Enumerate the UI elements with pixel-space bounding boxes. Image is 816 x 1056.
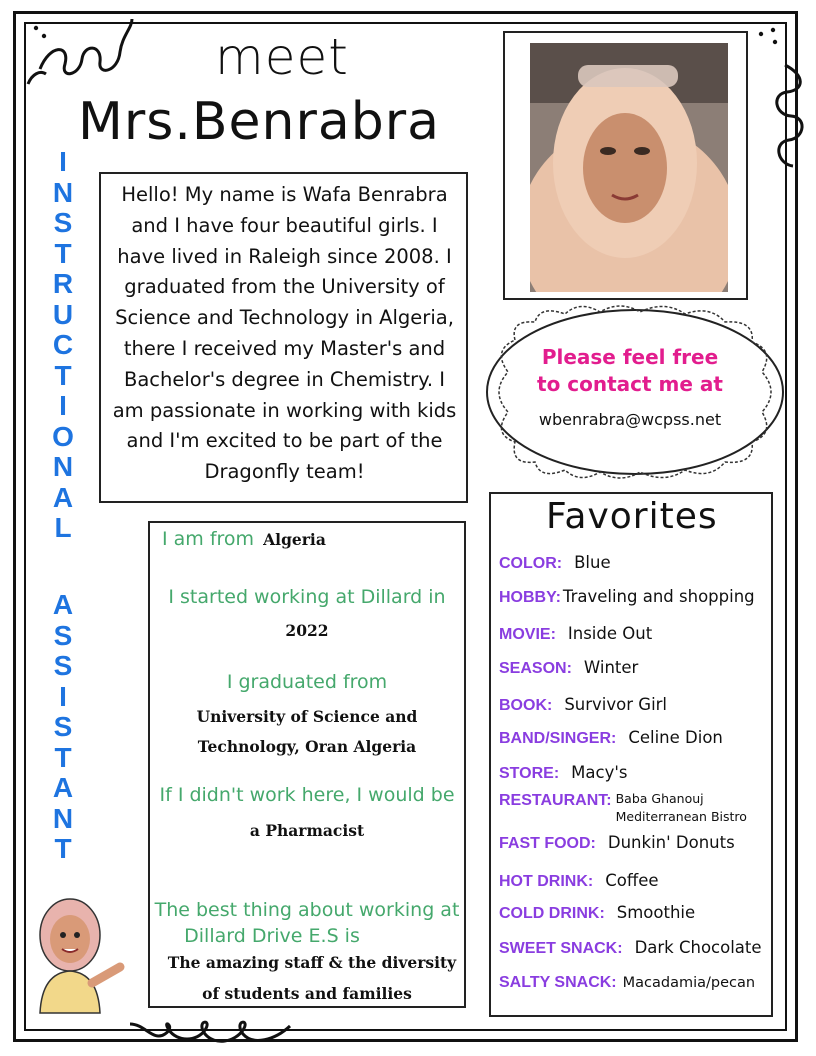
contact-label-line1: Please feel free <box>541 345 719 369</box>
favorite-row <box>499 728 723 748</box>
graduated-value-line1: University of Science and <box>196 707 418 726</box>
vertical-letter: I <box>59 390 67 421</box>
favorite-value: Macadamia/pecan <box>622 975 756 991</box>
vertical-letter: A <box>52 772 74 803</box>
favorite-label: BOOK: <box>499 697 553 714</box>
vertical-letter: C <box>52 329 74 360</box>
favorite-row <box>499 553 611 573</box>
favorite-value: Survivor Girl <box>564 695 668 714</box>
favorite-value: Coffee <box>605 871 659 890</box>
favorite-value: Traveling and shopping <box>562 587 755 606</box>
favorite-label: HOT DRINK: <box>499 873 594 890</box>
vertical-letter: L <box>54 512 72 543</box>
favorite-row <box>499 763 627 783</box>
started-value: 2022 <box>285 621 329 640</box>
vertical-letter: S <box>53 650 73 681</box>
favorite-label: RESTAURANT: <box>499 792 612 809</box>
contact-label-line2: to contact me at <box>537 372 723 396</box>
alt-job-label: If I didn't work here, I would be <box>159 784 455 806</box>
favorite-label: FAST FOOD: <box>499 835 596 852</box>
meet-heading: meet <box>215 28 349 86</box>
vertical-letter: S <box>53 619 73 651</box>
vertical-letter: T <box>54 237 72 269</box>
favorite-row <box>499 833 735 853</box>
bio-box <box>99 172 468 503</box>
favorite-value: Celine Dion <box>628 728 723 747</box>
alt-job-value: a Pharmacist <box>249 821 365 840</box>
favorite-label: SALTY SNACK: <box>499 974 617 991</box>
dots-doodle-top-right <box>755 26 785 56</box>
graduated-value-line2: Technology, Oran Algeria <box>197 737 417 756</box>
swirl-doodle-bottom <box>125 1012 295 1052</box>
favorite-label: SEASON: <box>499 660 572 677</box>
favorite-label: SWEET SNACK: <box>499 940 623 957</box>
vertical-letter: A <box>52 589 74 620</box>
favorite-value-line1: Baba Ghanouj <box>615 791 704 806</box>
favorite-row <box>499 695 667 715</box>
teacher-photo <box>530 43 728 292</box>
favorite-label: COLD DRINK: <box>499 905 605 922</box>
swirl-doodle-right <box>765 60 810 190</box>
vertical-letter: S <box>53 207 73 238</box>
vertical-letter: N <box>52 176 74 208</box>
teacher-name-heading: Mrs.Benrabra <box>78 92 440 152</box>
swirl-doodle-top-left <box>20 14 135 104</box>
from-value: Algeria <box>263 530 326 549</box>
vertical-letter: A <box>52 481 74 513</box>
favorite-value: Blue <box>574 553 611 572</box>
vertical-letter: I <box>59 146 67 177</box>
favorite-label: HOBBY: <box>499 589 561 606</box>
vertical-letter: R <box>52 268 74 299</box>
favorite-value: Dunkin' Donuts <box>607 833 735 852</box>
favorite-value-line2: Mediterranean Bistro <box>615 809 747 824</box>
favorite-label: COLOR: <box>499 555 563 572</box>
contact-label <box>520 344 740 398</box>
favorite-row <box>499 658 638 678</box>
vertical-letter: U <box>52 298 74 330</box>
vertical-letter: O <box>52 420 74 452</box>
favorite-value: Winter <box>583 658 639 677</box>
favorite-label: BAND/SINGER: <box>499 730 617 747</box>
from-row <box>162 528 326 550</box>
favorites-title: Favorites <box>546 496 718 537</box>
vertical-letter: I <box>59 680 67 712</box>
vertical-letter: T <box>54 833 72 864</box>
best-label-line2: Dillard Drive E.S is <box>184 925 360 947</box>
favorite-value: Macy's <box>571 763 628 782</box>
vertical-letter: S <box>53 711 73 742</box>
started-label: I started working at Dillard in <box>168 586 446 608</box>
vertical-letter: N <box>52 451 74 482</box>
favorite-row <box>499 624 652 644</box>
favorite-value <box>616 790 747 826</box>
bio-text: Hello! My name is Wafa Benrabra and I have four beautiful girls. I have lived in Raleigh since 2008. I graduated from the University of Science and Technology in Algeria, there I received my Master's and Bachelor's degree in Chemistry. I am passionate in working with kids and I'm excited to be part of the Dragonfly team! <box>112 183 457 484</box>
vertical-letter: N <box>52 802 74 834</box>
avatar <box>32 893 127 1015</box>
favorite-row <box>499 587 755 607</box>
vertical-letter: T <box>54 741 72 773</box>
vertical-letter: T <box>54 359 72 391</box>
favorite-row <box>499 972 755 992</box>
best-label-line1: The best thing about working at <box>154 899 460 921</box>
vertical-title-assistant <box>48 590 78 865</box>
best-value-line1: The amazing staff & the diversity <box>167 953 457 972</box>
favorite-row <box>499 938 762 958</box>
favorite-label: STORE: <box>499 765 560 782</box>
from-label: I am from <box>162 528 255 550</box>
contact-email[interactable]: wbenrabra@wcpss.net <box>538 410 722 429</box>
vertical-title-instructional <box>48 147 78 544</box>
graduated-label: I graduated from <box>226 671 388 693</box>
favorite-value: Inside Out <box>567 624 653 643</box>
photo-frame <box>503 31 748 300</box>
favorite-value: Smoothie <box>616 903 696 922</box>
favorite-label: MOVIE: <box>499 626 556 643</box>
best-value-line2: of students and families <box>202 984 412 1003</box>
favorite-value: Dark Chocolate <box>634 938 762 957</box>
favorite-row <box>499 903 695 923</box>
favorite-row <box>499 790 747 826</box>
favorite-row <box>499 871 659 891</box>
